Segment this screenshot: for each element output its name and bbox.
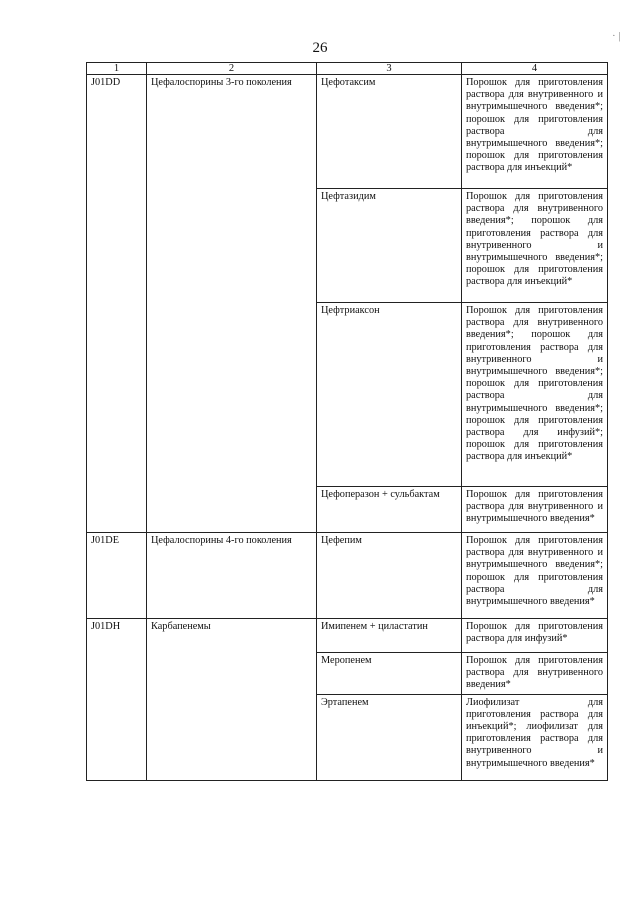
dosage-form-cell: Порошок для приготовления раствора для внутривенного и внутримышечного введения*; порошок для приготовления раствора для внутримышечного введения* <box>462 533 608 619</box>
column-header-2: 2 <box>147 63 317 75</box>
drug-name-cell: Цефоперазон + сульбактам <box>317 487 462 533</box>
atc-code-cell: J01DE <box>87 533 147 619</box>
column-header-4: 4 <box>462 63 608 75</box>
drug-name-cell: Цефотаксим <box>317 75 462 189</box>
atc-code-cell: J01DH <box>87 619 147 781</box>
column-header-3: 3 <box>317 63 462 75</box>
column-header-1: 1 <box>87 63 147 75</box>
drug-name-cell: Эртапенем <box>317 694 462 780</box>
drug-name-cell: Меропенем <box>317 653 462 695</box>
dosage-form-cell: Порошок для приготовления раствора для внутривенного введения*; порошок для приготовления раствора для внутривенного и внутримышечного введения*; порошок для приготовления раствора для инъекций* <box>462 189 608 303</box>
group-name-cell: Цефалоспорины 3-го поколения <box>147 75 317 533</box>
dosage-form-cell: Лиофилизат для приготовления раствора для инъекций*; лиофилизат для приготовления раствора для внутривенного и внутримышечного введения* <box>462 694 608 780</box>
dosage-form-cell: Порошок для приготовления раствора для внутривенного введения*; порошок для приготовления раствора для внутривенного и внутримышечного введения*; порошок для приготовления раствора для внутримышечного введения*; порошок для приготовления раствора для инфузий*; порошок для приготовления раствора для инъекций* <box>462 303 608 487</box>
table-row <box>87 75 608 189</box>
dosage-form-cell: Порошок для приготовления раствора для внутривенного и внутримышечного введения* <box>462 487 608 533</box>
dosage-form-cell: Порошок для приготовления раствора для инфузий* <box>462 619 608 653</box>
atc-code-cell: J01DD <box>87 75 147 533</box>
group-name-cell: Карбапенемы <box>147 619 317 781</box>
drug-name-cell: Цефепим <box>317 533 462 619</box>
scan-corner-mark: · | <box>612 30 621 42</box>
page-number: 26 <box>312 40 328 56</box>
table-row <box>87 619 608 653</box>
drug-name-cell: Цефтазидим <box>317 189 462 303</box>
table-row <box>87 533 608 619</box>
dosage-form-cell: Порошок для приготовления раствора для внутривенного введения* <box>462 653 608 695</box>
group-name-cell: Цефалоспорины 4-го поколения <box>147 533 317 619</box>
table-header-row <box>87 63 608 75</box>
drug-name-cell: Цефтриаксон <box>317 303 462 487</box>
drug-table <box>86 62 608 781</box>
drug-name-cell: Имипенем + циластатин <box>317 619 462 653</box>
dosage-form-cell: Порошок для приготовления раствора для внутривенного и внутримышечного введения*; порошок для приготовления раствора для внутримышечного введения*; порошок для приготовления раствора для инъекций* <box>462 75 608 189</box>
